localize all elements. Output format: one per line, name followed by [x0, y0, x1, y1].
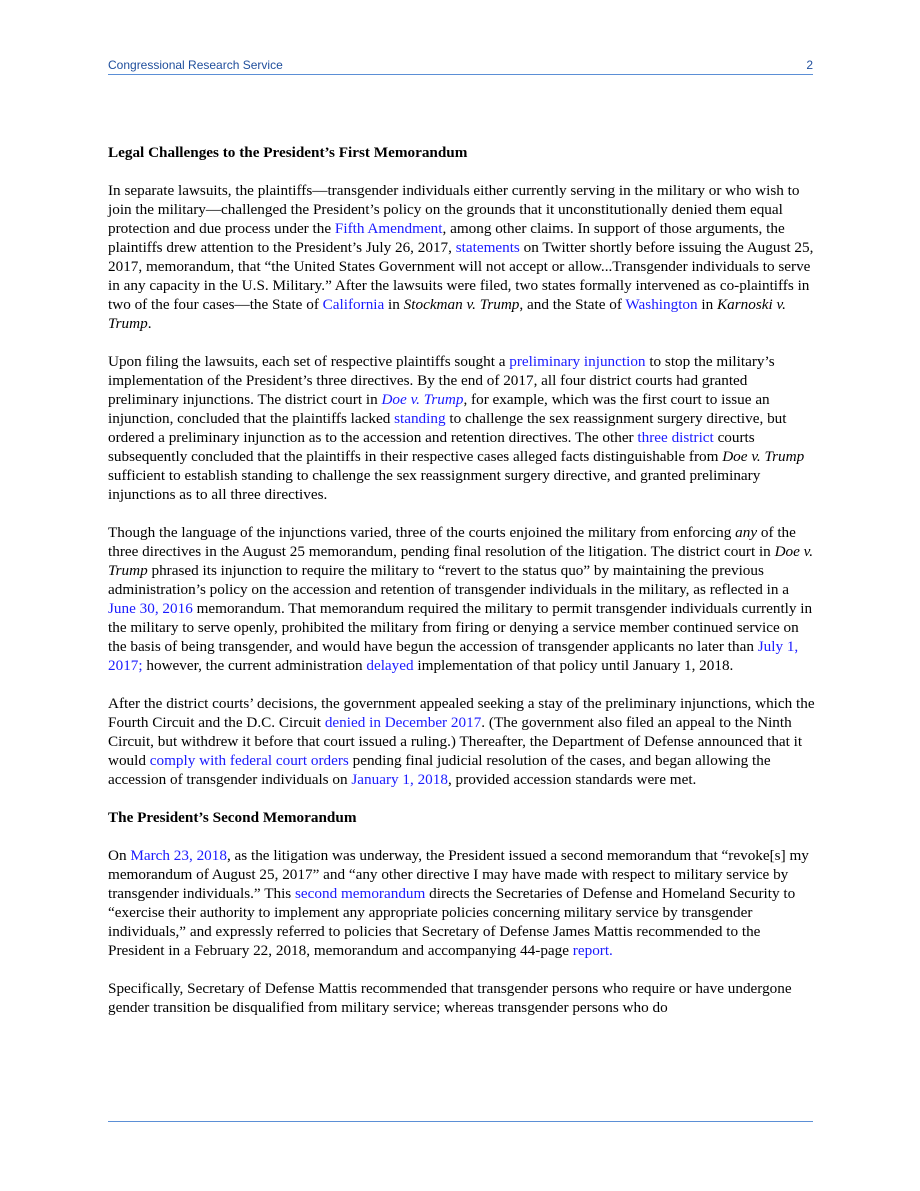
- link-statements[interactable]: statements: [455, 239, 520, 256]
- text: .: [147, 315, 152, 332]
- text: in: [697, 296, 718, 313]
- footer-rule: [108, 1121, 813, 1122]
- text: of the three directives in the August 25 memorandum, pending final resolution of the litigation. The district court in: [108, 524, 796, 560]
- link-comply-with-federal-court-orders[interactable]: comply with federal court orders: [149, 752, 349, 769]
- case-name: Doe v. Trump: [108, 543, 814, 579]
- link-denied-in-december-2017[interactable]: denied in December 2017: [324, 714, 482, 731]
- text: In separate lawsuits, the plaintiffs—transgender individuals either currently serving in the military or who wish to join the military—challenged the President’s policy on the grounds that it unconstitutionally denied them equal protection and due process under the: [108, 182, 800, 237]
- paragraph-appeals: [108, 694, 816, 789]
- link-march-23-2018[interactable]: March 23, 2018: [130, 847, 227, 864]
- paragraph-language-of-injunctions: [108, 523, 816, 675]
- page-number: 2: [806, 58, 813, 72]
- text: phrased its injunction to require the military to “revert to the status quo” by maintaining the previous administration’s policy on the accession and retention of transgender individuals in the military, as reflected in a: [108, 562, 789, 598]
- text: in: [384, 296, 404, 313]
- text: on Twitter shortly before issuing the August 25, 2017, memorandum, that “the United States Government will not accept or allow...Transgender individuals to serve in any capacity in the U.S. Military.” After the lawsuits were filed, two states formally intervened as co-plaintiffs in two of the four cases—the State of: [108, 239, 814, 313]
- case-name: Doe v. Trump: [722, 448, 805, 465]
- paragraph-second-memorandum: [108, 846, 816, 960]
- header-rule: [108, 74, 813, 75]
- text: Though the language of the injunctions varied, three of the courts enjoined the military from enforcing: [108, 524, 736, 541]
- text: , provided accession standards were met.: [447, 771, 697, 788]
- emphasis: any: [735, 524, 758, 541]
- link-report[interactable]: report.: [572, 942, 613, 959]
- text: Specifically, Secretary of Defense Mattis recommended that transgender persons who require or have undergone gender transition be disqualified from military service; whereas transgender persons who do: [108, 980, 792, 1016]
- case-name: Karnoski v. Trump: [108, 296, 786, 332]
- link-california[interactable]: California: [322, 296, 385, 313]
- link-july-1-2017[interactable]: July 1, 2017;: [108, 638, 799, 674]
- text: , as the litigation was underway, the President issued a second memorandum that “revoke[s] my memorandum of August 25, 2017” and “any other directive I may have made with respect to military service by transgender individuals.” This: [108, 847, 809, 902]
- link-three-district[interactable]: three district: [637, 429, 714, 446]
- link-june-30-2016[interactable]: June 30, 2016: [108, 600, 193, 617]
- text: . (The government also filed an appeal to the Ninth Circuit, but withdrew it before that court issued a ruling.) Thereafter, the Department of Defense announced that it would: [108, 714, 803, 769]
- section-heading-first-memorandum: Legal Challenges to the President’s First Memorandum: [108, 144, 468, 161]
- text: , among other claims. In support of those arguments, the plaintiffs drew attention to the President’s July 26, 2017,: [108, 220, 785, 256]
- text: courts subsequently concluded that the plaintiffs in their respective cases alleged facts distinguishable from: [108, 429, 755, 465]
- link-fifth-amendment[interactable]: Fifth Amendment: [334, 220, 443, 237]
- text: implementation of that policy until January 1, 2018.: [413, 657, 734, 674]
- paragraph-mattis-recommendation: [108, 979, 816, 1017]
- text: On: [108, 847, 131, 864]
- text: sufficient to establish standing to challenge the sex reassignment surgery directive, and granted preliminary injunctions as to all three directives.: [108, 467, 761, 503]
- link-washington[interactable]: Washington: [625, 296, 698, 313]
- text: to stop the military’s implementation of the President’s three directives. By the end of 2017, all four district courts had granted preliminary injunctions. The district court in: [108, 353, 775, 408]
- link-delayed[interactable]: delayed: [366, 657, 414, 674]
- text: directs the Secretaries of Defense and Homeland Security to “exercise their authority to implement any appropriate policies concerning military service by transgender individuals,” and expressly referred to policies that Secretary of Defense James Mattis recommended to the President in a February 22, 2018, memorandum and accompanying 44-page: [108, 885, 796, 959]
- link-second-memorandum[interactable]: second memorandum: [295, 885, 426, 902]
- link-january-1-2018[interactable]: January 1, 2018: [351, 771, 448, 788]
- text: pending final judicial resolution of the cases, and began allowing the accession of transgender individuals on: [108, 752, 771, 788]
- text: to challenge the sex reassignment surgery directive, but ordered a preliminary injunction as to the accession and retention directives. The other: [108, 410, 787, 446]
- link-doe-v-trump[interactable]: Doe v. Trump: [381, 391, 464, 408]
- link-standing[interactable]: standing: [394, 410, 446, 427]
- text: however, the current administration: [142, 657, 367, 674]
- paragraph-injunctions: [108, 352, 816, 504]
- section-heading-second-memorandum: The President’s Second Memorandum: [108, 809, 357, 826]
- text: , for example, which was the first court to issue an injunction, concluded that the plaintiffs lacked: [108, 391, 770, 427]
- case-name: Stockman v. Trump: [403, 296, 520, 313]
- link-preliminary-injunction[interactable]: preliminary injunction: [509, 353, 646, 370]
- text: , and the State of: [519, 296, 626, 313]
- text: After the district courts’ decisions, the government appealed seeking a stay of the preliminary injunctions, which the Fourth Circuit and the D.C. Circuit: [108, 695, 815, 731]
- text: Upon filing the lawsuits, each set of respective plaintiffs sought a: [108, 353, 510, 370]
- paragraph-lawsuits: [108, 181, 816, 333]
- document-body: [108, 143, 816, 1036]
- header-organization: Congressional Research Service: [108, 58, 283, 72]
- text: memorandum. That memorandum required the military to permit transgender individuals currently in the military to serve openly, prohibited the military from firing or denying a service member continued service on the basis of being transgender, and would have begun the accession of transgender applicants no later than: [108, 600, 813, 655]
